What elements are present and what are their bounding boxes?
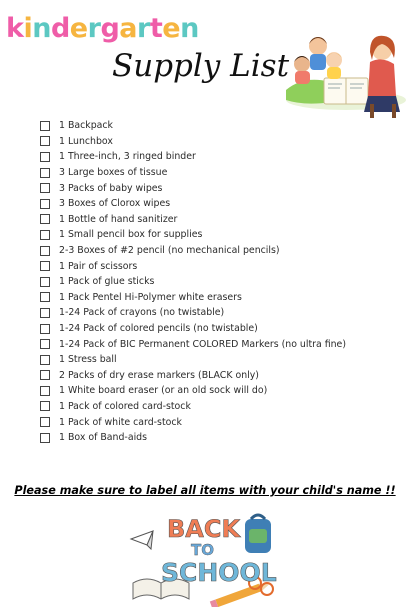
checklist-item <box>40 196 408 212</box>
sticker-school-text: SCHOOL <box>161 558 277 587</box>
checklist-item-label: 2 Packs of dry erase markers (BLACK only) <box>59 369 259 381</box>
title-letter: r <box>87 13 101 44</box>
checklist-item <box>40 149 408 165</box>
checklist-item-label: 1 White board eraser (or an old sock will do) <box>59 385 268 397</box>
title-letter: n <box>180 13 199 44</box>
title-letter: d <box>50 13 70 44</box>
checkbox[interactable] <box>40 152 50 162</box>
checkbox[interactable] <box>40 168 50 178</box>
checklist-item <box>40 180 408 196</box>
checkbox[interactable] <box>40 370 50 380</box>
title-letter: r <box>137 13 150 44</box>
checklist-item-label: 1-24 Pack of BIC Permanent COLORED Markers (no ultra fine) <box>59 338 346 350</box>
checklist-item-label: 1 Pack Pentel Hi-Polymer white erasers <box>59 291 242 303</box>
checkbox[interactable] <box>40 308 50 318</box>
checklist-item-label: 1 Pack of glue sticks <box>59 276 155 288</box>
page-subtitle: Supply List <box>112 48 290 84</box>
checklist-item <box>40 430 408 446</box>
checklist-item <box>40 243 408 259</box>
checklist-item <box>40 258 408 274</box>
checklist-item-label: 1-24 Pack of colored pencils (no twistable) <box>59 323 258 335</box>
checklist-item <box>40 274 408 290</box>
checkbox[interactable] <box>40 214 50 224</box>
checkbox[interactable] <box>40 199 50 209</box>
checkbox[interactable] <box>40 324 50 334</box>
checklist-item-label: 1 Three-inch, 3 ringed binder <box>59 151 196 163</box>
checklist-item-label: 1 Bottle of hand sanitizer <box>59 213 178 225</box>
checklist-item-label: 1 Pack of colored card-stock <box>59 400 191 412</box>
checklist-item <box>40 212 408 228</box>
label-notice: Please make sure to label all items with your child's name !! <box>14 484 396 497</box>
checklist-item <box>40 321 408 337</box>
title-letter: e <box>162 13 181 44</box>
page-title <box>6 12 199 46</box>
checkbox[interactable] <box>40 136 50 146</box>
checkbox[interactable] <box>40 121 50 131</box>
checklist-item-label: 1 Stress ball <box>59 354 117 366</box>
checklist-item <box>40 352 408 368</box>
title-letter: a <box>119 13 137 44</box>
checklist-item <box>40 336 408 352</box>
checklist-item <box>40 383 408 399</box>
title-letter: t <box>149 13 163 44</box>
checklist-item <box>40 165 408 181</box>
checklist-item <box>40 290 408 306</box>
checklist-item <box>40 368 408 384</box>
sticker-back-text: BACK <box>167 515 241 543</box>
checkbox[interactable] <box>40 246 50 256</box>
title-letter: n <box>32 13 51 44</box>
checklist-item-label: 3 Boxes of Clorox wipes <box>59 198 171 210</box>
checkbox[interactable] <box>40 401 50 411</box>
title-letter: k <box>6 13 24 44</box>
checkbox[interactable] <box>40 417 50 427</box>
checkbox[interactable] <box>40 183 50 193</box>
title-letter: e <box>69 13 88 44</box>
checkbox[interactable] <box>40 386 50 396</box>
checklist-item-label: 1 Box of Band-aids <box>59 432 148 444</box>
checklist-item <box>40 399 408 415</box>
checklist-item <box>40 227 408 243</box>
checklist-item-label: 1 Pair of scissors <box>59 260 138 272</box>
checklist-item-label: 2-3 Boxes of #2 pencil (no mechanical pencils) <box>59 245 280 257</box>
checklist-item-label: 1-24 Pack of crayons (no twistable) <box>59 307 225 319</box>
checkbox[interactable] <box>40 277 50 287</box>
checklist-item <box>40 305 408 321</box>
checklist-item-label: 3 Large boxes of tissue <box>59 167 168 179</box>
title-letter: i <box>23 13 33 44</box>
checklist-item-label: 1 Backpack <box>59 120 113 132</box>
title-letter: g <box>100 13 120 44</box>
checkbox[interactable] <box>40 261 50 271</box>
checkbox[interactable] <box>40 230 50 240</box>
checklist-item-label: 1 Small pencil box for supplies <box>59 229 203 241</box>
back-to-school-sticker <box>127 509 282 607</box>
checklist-item-label: 1 Pack of white card-stock <box>59 416 182 428</box>
checklist-item <box>40 118 408 134</box>
checklist-item <box>40 414 408 430</box>
teacher-reading-illustration <box>284 20 408 120</box>
checkbox[interactable] <box>40 355 50 365</box>
checklist-item <box>40 134 408 150</box>
checkbox[interactable] <box>40 292 50 302</box>
checkbox[interactable] <box>40 339 50 349</box>
sticker-to-text: TO <box>191 541 214 559</box>
checklist-item-label: 1 Lunchbox <box>59 135 113 147</box>
supply-checklist <box>40 118 408 445</box>
checkbox[interactable] <box>40 433 50 443</box>
checklist-item-label: 3 Packs of baby wipes <box>59 182 163 194</box>
